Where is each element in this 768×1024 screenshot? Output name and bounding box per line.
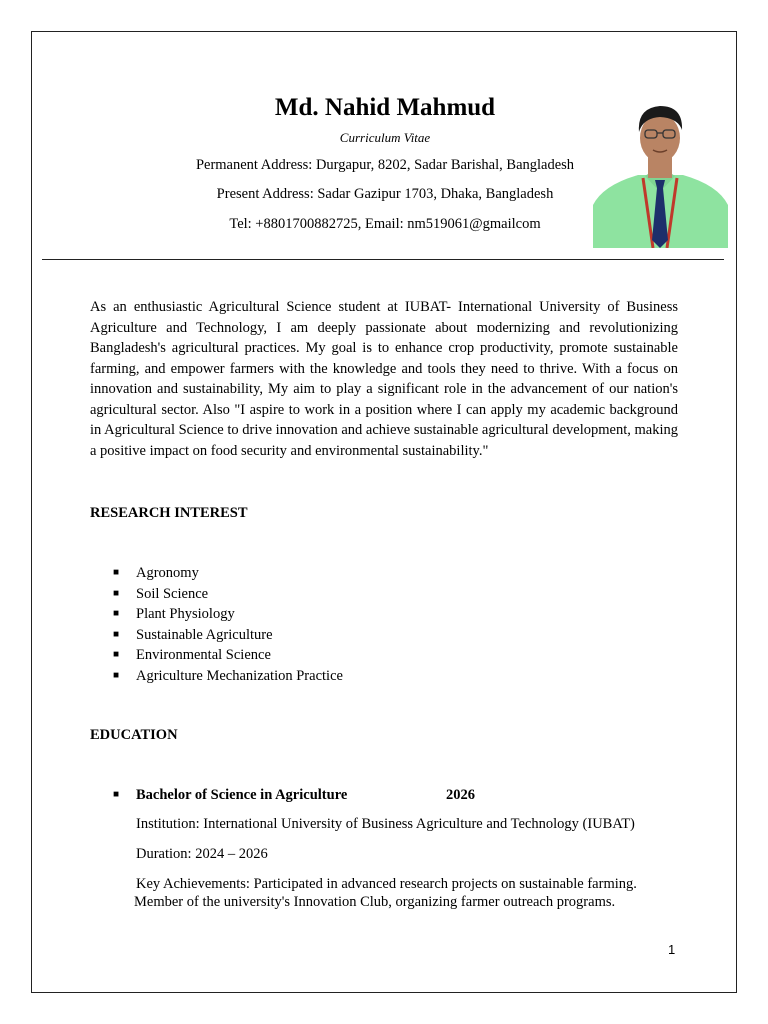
header-divider	[42, 259, 724, 260]
candidate-name: Md. Nahid Mahmud	[274, 94, 496, 121]
list-item	[113, 604, 343, 625]
profile-summary: As an enthusiastic Agricultural Science student at IUBAT- International University of Business Agriculture and Technology, I am deeply passionate about modernizing and revolutionizing Bangladesh's agricultural practices. My goal is to enhance crop productivity, promote sustainable farming, and empower farmers with the knowledge and tools they need to thrive. With a focus on innovation and sustainability, My aim to play a significant role in the advancement of our nation's agricultural sector. Also "I aspire to work in a position where I can apply my academic background in Agricultural Science to drive innovation and achieve sustainable agricultural development, making a positive impact on food security and environmental sustainability."	[90, 299, 678, 459]
profile-photo-illustration	[593, 100, 728, 248]
degree-year: 2026	[446, 787, 475, 803]
research-interest-list	[113, 563, 343, 686]
profile-photo	[593, 100, 728, 248]
bullet-icon: ■	[113, 628, 120, 640]
degree-title: Bachelor of Science in Agriculture	[136, 787, 348, 803]
bullet-icon: ■	[113, 789, 120, 800]
key-achievements: Key Achievements: Participated in advanced research projects on sustainable farming.	[136, 876, 637, 892]
research-interest-item: Sustainable Agriculture	[136, 626, 273, 643]
bullet-icon: ■	[113, 587, 120, 599]
list-item	[113, 666, 343, 687]
key-achievements-continued: Member of the university's Innovation Club, organizing farmer outreach programs.	[134, 894, 616, 910]
education-heading: EDUCATION	[90, 727, 178, 743]
contact-info: Tel: +8801700882725, Email: nm519061@gmailcom	[229, 216, 541, 232]
bullet-icon: ■	[113, 669, 120, 681]
present-address: Present Address: Sadar Gazipur 1703, Dhaka, Bangladesh	[216, 186, 554, 202]
research-interest-item: Plant Physiology	[136, 606, 235, 622]
research-interest-heading: RESEARCH INTEREST	[90, 505, 248, 521]
bullet-icon: ■	[113, 649, 120, 660]
cv-subtitle: Curriculum Vitae	[339, 130, 431, 145]
education-entry	[113, 786, 673, 911]
research-interest-item: Environmental Science	[136, 647, 271, 663]
list-item	[113, 563, 343, 584]
duration: Duration: 2024 – 2026	[136, 846, 268, 862]
list-item	[113, 645, 343, 666]
bullet-icon: ■	[113, 608, 120, 619]
cv-header	[150, 92, 620, 233]
education-entry-header	[113, 786, 673, 804]
page-number: 1	[668, 942, 676, 957]
research-interest-item: Soil Science	[136, 585, 209, 602]
list-item	[113, 584, 343, 605]
institution: Institution: International University of Business Agriculture and Technology (IUBAT)	[136, 816, 635, 832]
research-interest-item: Agriculture Mechanization Practice	[136, 667, 343, 684]
list-item	[113, 625, 343, 646]
bullet-icon: ■	[113, 567, 120, 578]
research-interest-item: Agronomy	[136, 565, 199, 581]
permanent-address: Permanent Address: Durgapur, 8202, Sadar Barishal, Bangladesh	[195, 157, 575, 173]
